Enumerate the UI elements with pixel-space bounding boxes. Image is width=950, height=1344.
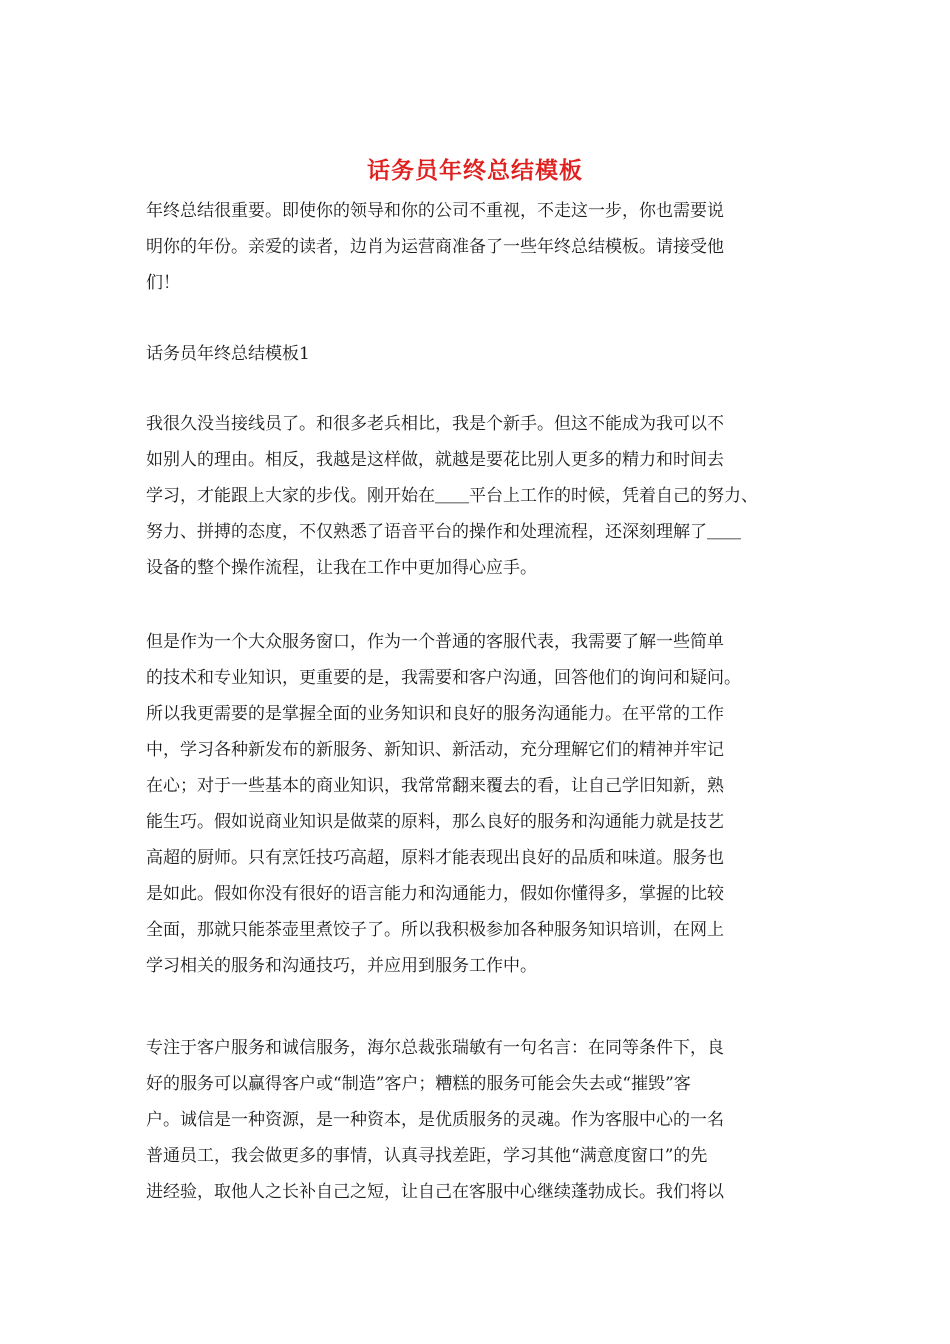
paragraph-line: 的技术和专业知识，更重要的是，我需要和客户沟通，回答他们的询问和疑问。 — [146, 668, 741, 688]
intro-line: 年终总结很重要。即使你的领导和你的公司不重视，不走这一步，你也需要说 — [146, 201, 724, 221]
paragraph-line: 学习，才能跟上大家的步伐。刚开始在＿＿平台上工作的时候，凭着自己的努力、 — [146, 486, 758, 506]
paragraph-line: 好的服务可以赢得客户或“制造”客户；糟糕的服务可能会失去或“摧毁”客 — [146, 1074, 691, 1094]
section-heading: 话务员年终总结模板1 — [146, 344, 310, 364]
paragraph-line: 全面，那就只能茶壶里煮饺子了。所以我积极参加各种服务知识培训，在网上 — [146, 920, 724, 940]
paragraph-line: 中，学习各种新发布的新服务、新知识、新活动，充分理解它们的精神并牢记 — [146, 740, 724, 760]
intro-line: 明你的年份。亲爱的读者，边肖为运营商准备了一些年终总结模板。请接受他 — [146, 237, 724, 257]
paragraph-line: 专注于客户服务和诚信服务，海尔总裁张瑞敏有一句名言：在同等条件下，良 — [146, 1038, 724, 1058]
paragraph-line: 但是作为一个大众服务窗口，作为一个普通的客服代表，我需要了解一些简单 — [146, 632, 724, 652]
paragraph-line: 户。诚信是一种资源，是一种资本，是优质服务的灵魂。作为客服中心的一名 — [146, 1110, 724, 1130]
paragraph-line: 如别人的理由。相反，我越是这样做，就越是要花比别人更多的精力和时间去 — [146, 450, 724, 470]
paragraph-line: 学习相关的服务和沟通技巧，并应用到服务工作中。 — [146, 956, 537, 976]
paragraph-line: 普通员工，我会做更多的事情，认真寻找差距，学习其他“满意度窗口”的先 — [146, 1146, 708, 1166]
paragraph-line: 是如此。假如你没有很好的语言能力和沟通能力，假如你懂得多，掌握的比较 — [146, 884, 724, 904]
paragraph-line: 我很久没当接线员了。和很多老兵相比，我是个新手。但这不能成为我可以不 — [146, 414, 724, 434]
document-title: 话务员年终总结模板 — [367, 157, 583, 184]
intro-line: 们！ — [146, 273, 180, 293]
paragraph-line: 设备的整个操作流程，让我在工作中更加得心应手。 — [146, 558, 537, 578]
paragraph-line: 高超的厨师。只有烹饪技巧高超，原料才能表现出良好的品质和味道。服务也 — [146, 848, 724, 868]
paragraph-line: 能生巧。假如说商业知识是做菜的原料，那么良好的服务和沟通能力就是技艺 — [146, 812, 724, 832]
paragraph-line: 所以我更需要的是掌握全面的业务知识和良好的服务沟通能力。在平常的工作 — [146, 704, 724, 724]
paragraph-line: 在心；对于一些基本的商业知识，我常常翻来覆去的看，让自己学旧知新，熟 — [146, 776, 724, 796]
paragraph-line: 努力、拼搏的态度，不仅熟悉了语音平台的操作和处理流程，还深刻理解了＿＿ — [146, 522, 741, 542]
paragraph-line: 进经验，取他人之长补自己之短，让自己在客服中心继续蓬勃成长。我们将以 — [146, 1182, 724, 1202]
